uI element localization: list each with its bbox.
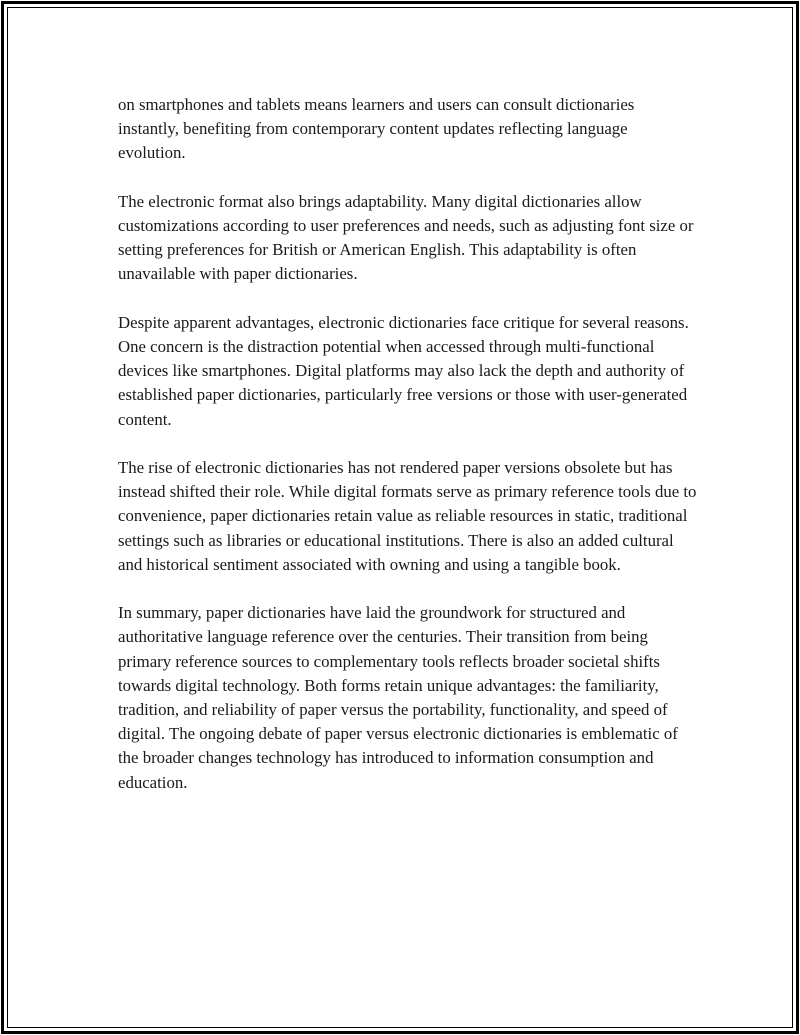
- paragraph-3: Despite apparent advantages, electronic dictionaries face critique for several reasons. One concern is the distraction potential when accessed through multi-functional devices like smartphones. Digital platforms may also lack the depth and authority of established paper dictionaries, particularly free versions or those with user-generated content.: [118, 312, 689, 429]
- paragraph-2: The electronic format also brings adaptability. Many digital dictionaries allow customizations according to user preferences and needs, such as adjusting font size or setting preferences for British or American English. This adaptability is often unavailable with paper dictionaries.: [118, 191, 694, 284]
- document-body: [118, 93, 698, 819]
- paragraph-4: The rise of electronic dictionaries has not rendered paper versions obsolete but has instead shifted their role. While digital formats serve as primary reference tools due to convenience, paper dictionaries retain value as reliable resources in static, traditional settings such as libraries or educational institutions. There is also an added cultural and historical sentiment associated with owning and using a tangible book.: [118, 458, 697, 574]
- paragraph-1: on smartphones and tablets means learners and users can consult dictionaries instantly, benefiting from contemporary content updates reflecting language evolution.: [118, 95, 635, 163]
- paragraph-5: In summary, paper dictionaries have laid the groundwork for structured and authoritative language reference over the centuries. Their transition from being primary reference sources to complementary tools reflects broader societal shifts towards digital technology. Both forms retain unique advantages: the familiarity, tradition, and reliability of paper versus the portability, functionality, and speed of digital. The ongoing debate of paper versus electronic dictionaries is emblematic of the broader changes technology has introduced to information consumption and education.: [118, 603, 678, 792]
